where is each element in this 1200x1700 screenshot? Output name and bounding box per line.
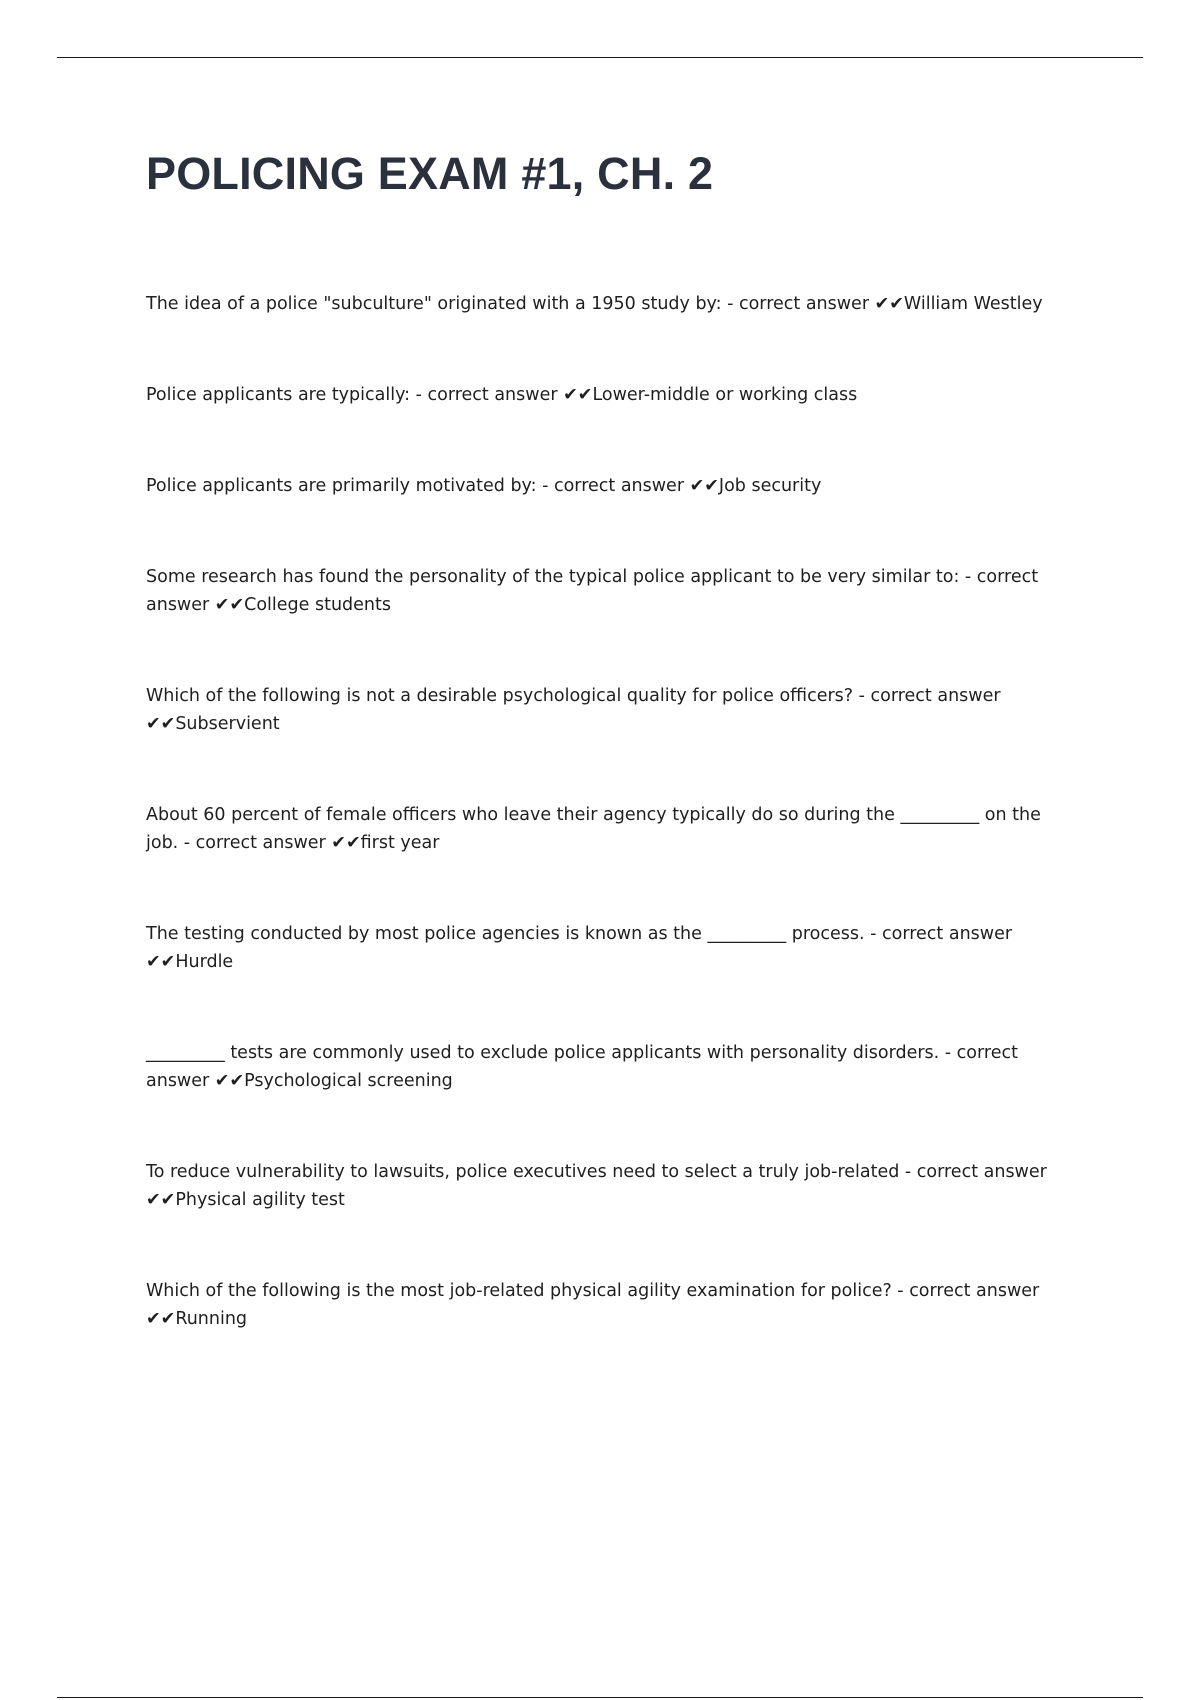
question-text: Which of the following is not a desirable psychological quality for police officers? - correct answer xyxy=(146,686,1001,706)
question-text: About 60 percent of female officers who leave their agency typically do so during the _________ on the job. - correct answer xyxy=(146,805,1041,853)
double-check-icon: ✔✔ xyxy=(689,476,719,496)
answer-text: Hurdle xyxy=(175,952,234,972)
answer-text: Running xyxy=(175,1309,248,1329)
double-check-icon: ✔✔ xyxy=(146,952,176,972)
answer-text: Psychological screening xyxy=(244,1071,453,1091)
double-check-icon: ✔✔ xyxy=(214,1071,245,1091)
page-title: POLICING EXAM #1, CH. 2 xyxy=(146,148,714,199)
question-text: Some research has found the personality of the typical police applicant to be very similar to: - correct answer xyxy=(146,567,1039,615)
answer-text: Job security xyxy=(718,476,822,496)
qa-item-9 xyxy=(146,1158,1076,1214)
qa-list xyxy=(146,290,1076,1333)
qa-item-4 xyxy=(146,563,1076,619)
bottom-rule xyxy=(57,1697,1143,1698)
qa-item-1 xyxy=(146,290,1076,318)
top-rule xyxy=(57,57,1143,58)
double-check-icon: ✔✔ xyxy=(563,385,593,405)
question-text: Police applicants are primarily motivated by: - correct answer xyxy=(146,476,690,496)
answer-text: Lower-middle or working class xyxy=(592,385,858,405)
double-check-icon: ✔✔ xyxy=(146,714,176,734)
qa-item-10 xyxy=(146,1277,1076,1333)
double-check-icon: ✔✔ xyxy=(146,1190,176,1210)
answer-text: first year xyxy=(360,833,440,853)
question-text: Which of the following is the most job-related physical agility examination for police? - correct answer xyxy=(146,1281,1040,1301)
question-text: The testing conducted by most police agencies is known as the _________ process. - correct answer xyxy=(146,924,1013,944)
qa-item-7 xyxy=(146,920,1076,976)
question-text: The idea of a police "subculture" originated with a 1950 study by: - correct answer xyxy=(146,294,875,314)
question-text: Police applicants are typically: - correct answer xyxy=(146,385,564,405)
answer-text: Subservient xyxy=(175,714,280,734)
qa-item-5 xyxy=(146,682,1076,738)
question-text: _________ tests are commonly used to exclude police applicants with personality disorders. - correct answer xyxy=(146,1043,1018,1091)
question-text: To reduce vulnerability to lawsuits, police executives need to select a truly job-related - correct answer xyxy=(146,1162,1047,1182)
qa-item-3 xyxy=(146,472,1076,500)
qa-item-8 xyxy=(146,1039,1076,1095)
double-check-icon: ✔✔ xyxy=(146,1309,176,1329)
qa-item-2 xyxy=(146,381,1076,409)
double-check-icon: ✔✔ xyxy=(874,294,904,314)
qa-item-6 xyxy=(146,801,1076,857)
answer-text: William Westley xyxy=(903,294,1043,314)
double-check-icon: ✔✔ xyxy=(331,833,361,853)
double-check-icon: ✔✔ xyxy=(214,595,245,615)
answer-text: Physical agility test xyxy=(175,1190,345,1210)
answer-text: College students xyxy=(244,595,391,615)
